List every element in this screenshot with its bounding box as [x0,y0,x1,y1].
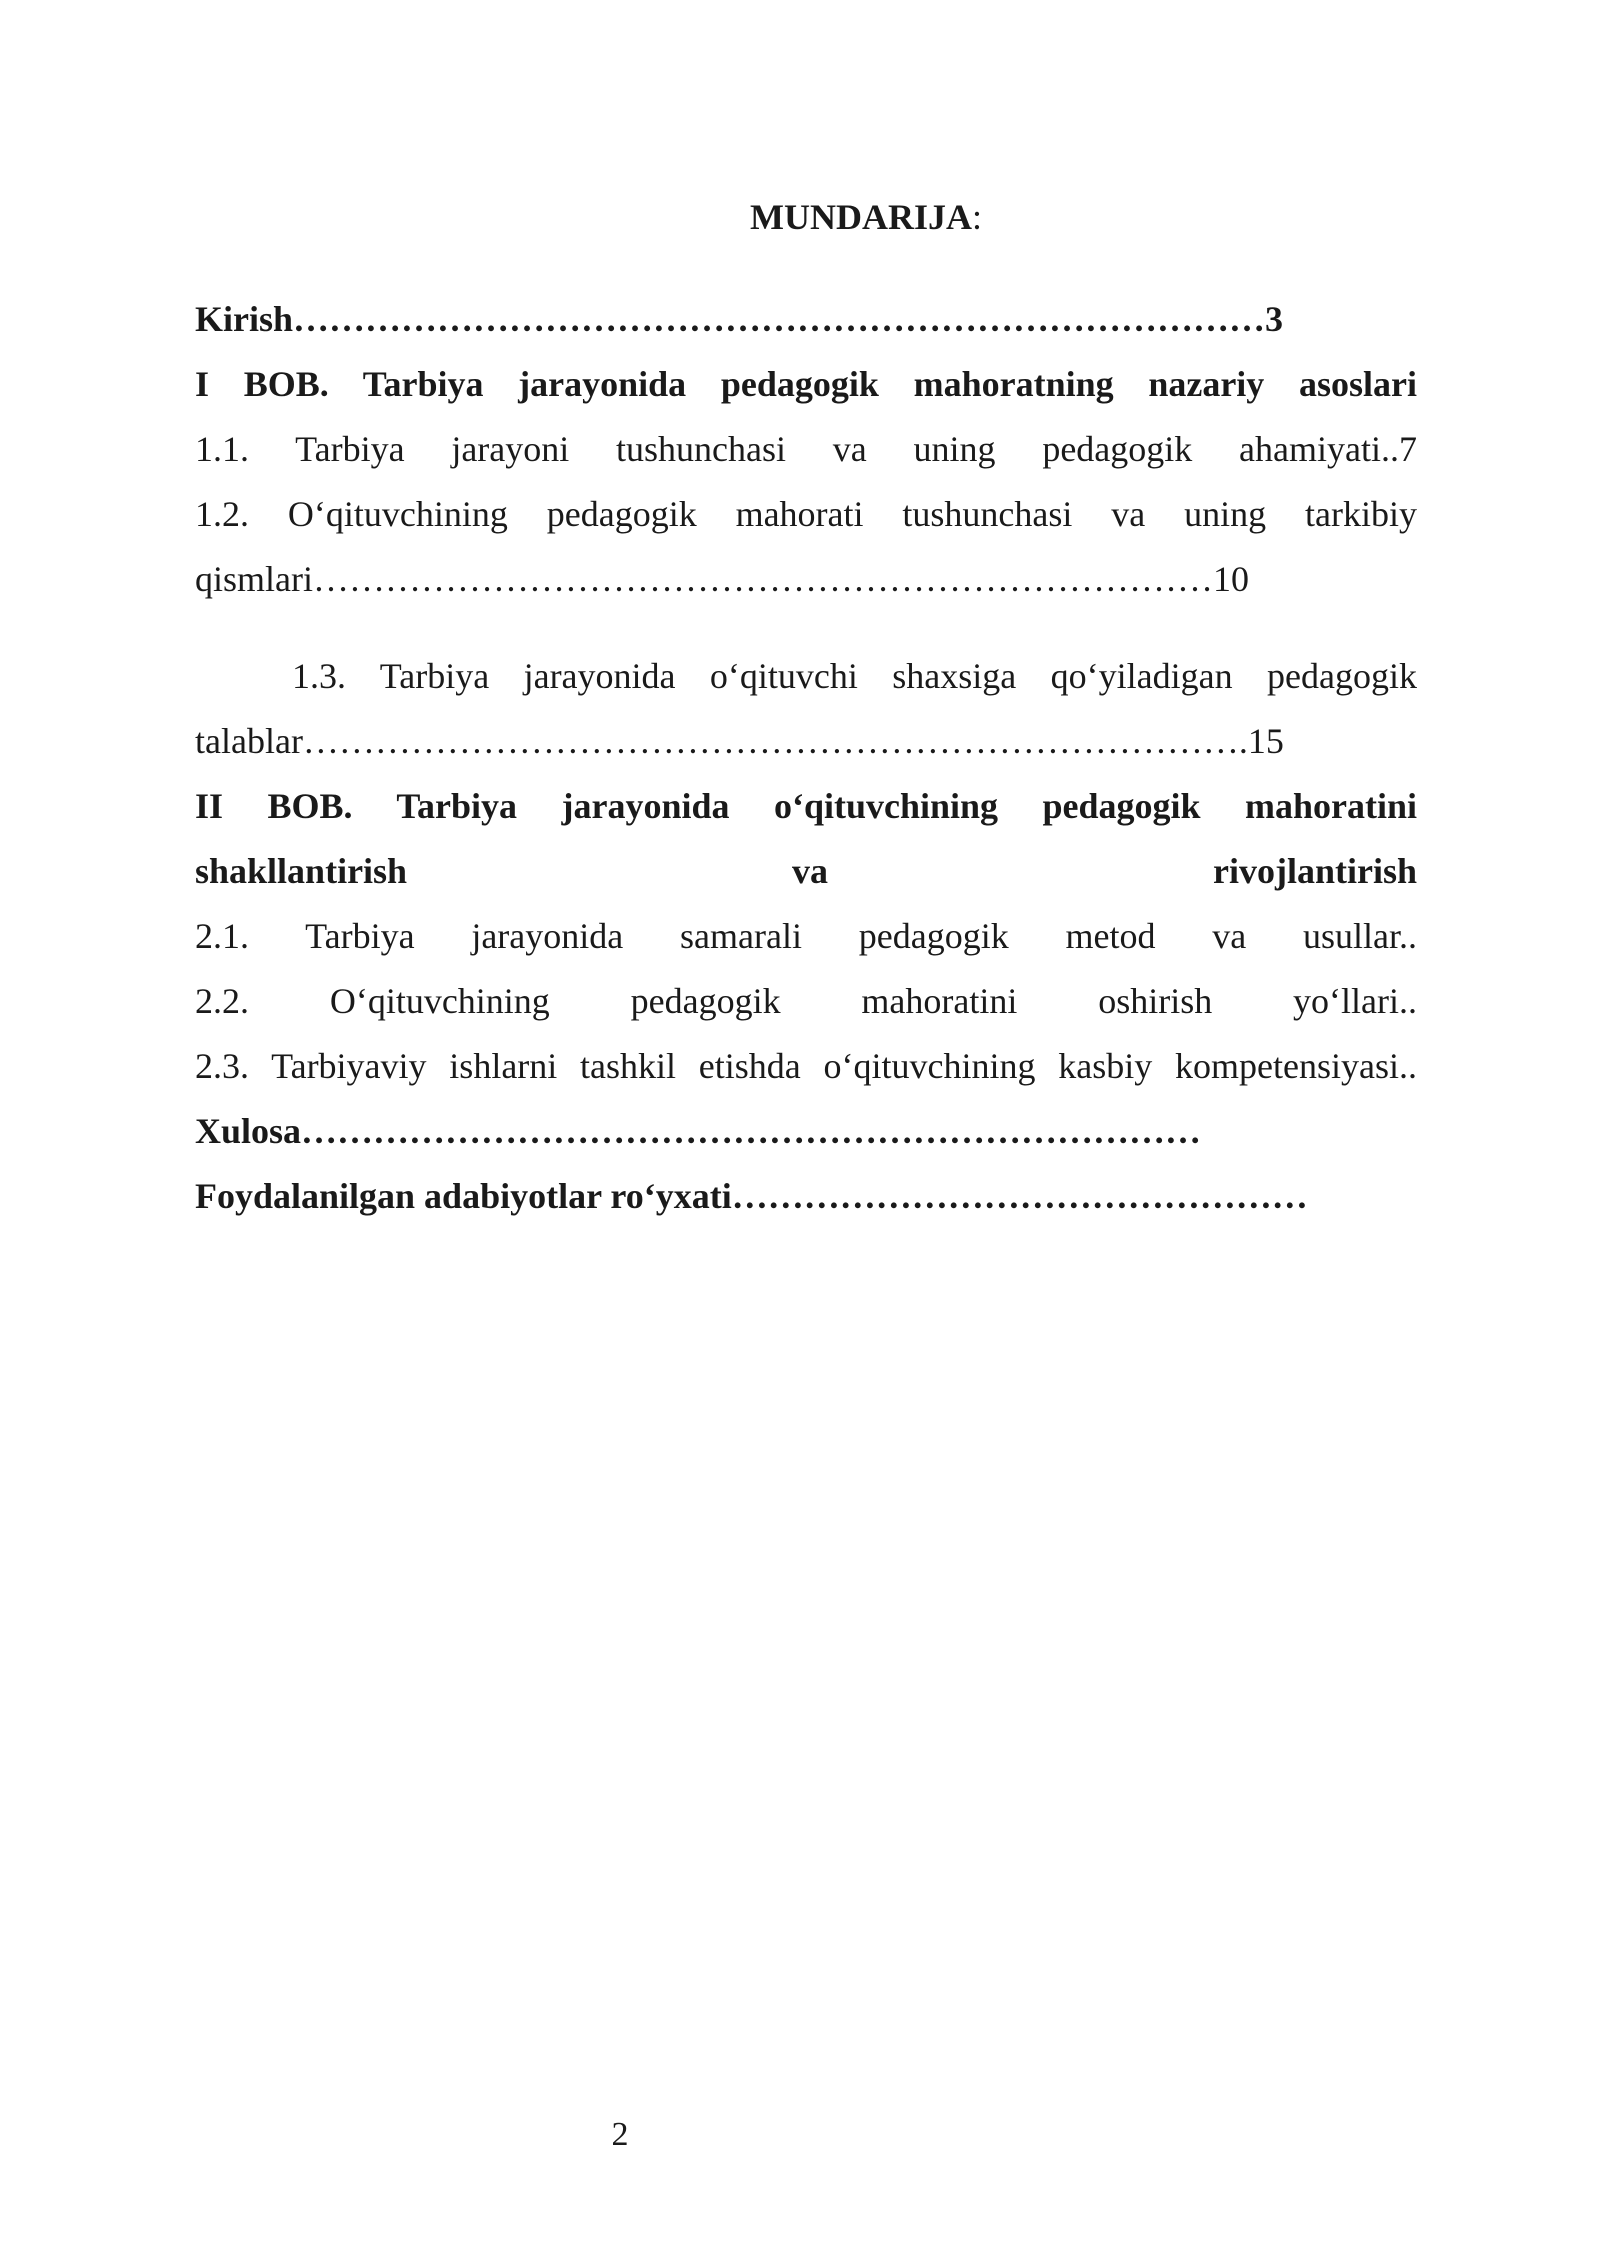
chapter-2-word-3: rivojlantirish [1213,851,1417,891]
page-title [0,192,1600,242]
toc-section-1-2-line-2: qismlari…………………………………………………………………10 [195,559,1249,599]
toc-entry-kirish: Kirish………………………………………………………………………3 [195,299,1284,339]
table-of-contents [195,287,1417,1229]
title-colon: : [971,197,982,237]
toc-entry-xulosa: Xulosa………………………………………………………………… [195,1111,1202,1151]
toc-section-1-3-line-1: 1.3. Tarbiya jarayonida o‘qituvchi shaxsiga qo‘yiladigan pedagogik [292,656,1417,696]
toc-section-1-3-line-2: talablar…………………………………………………………………….15 [195,721,1284,761]
toc-chapter-2-title-line-2 [195,839,1417,904]
chapter-2-word-2: va [792,851,829,891]
page-number: 2 [611,2116,629,2153]
chapter-2-word-1: shakllantirish [195,851,408,891]
toc-section-2-1: 2.1. Tarbiya jarayonida samarali pedagogik metod va usullar.. [195,916,1417,956]
title-text: MUNDARIJA [750,197,972,237]
toc-chapter-1-title: I BOB. Tarbiya jarayonida pedagogik mahoratning nazariy asoslari [195,364,1417,404]
toc-section-1-2-line-1: 1.2. O‘qituvchining pedagogik mahorati tushunchasi va uning tarkibiy [195,494,1417,534]
toc-entry-adabiyotlar: Foydalanilgan adabiyotlar ro‘yxati………………………………………… [195,1176,1308,1216]
toc-section-1-1: 1.1. Tarbiya jarayoni tushunchasi va uning pedagogik ahamiyati..7 [195,429,1417,469]
toc-chapter-2-title-line-1: II BOB. Tarbiya jarayonida o‘qituvchining pedagogik mahoratini [195,786,1417,826]
toc-section-2-3: 2.3. Tarbiyaviy ishlarni tashkil etishda o‘qituvchining kasbiy kompetensiyasi.. [195,1046,1417,1086]
toc-section-2-2: 2.2. O‘qituvchining pedagogik mahoratini oshirish yo‘llari.. [195,981,1417,1021]
